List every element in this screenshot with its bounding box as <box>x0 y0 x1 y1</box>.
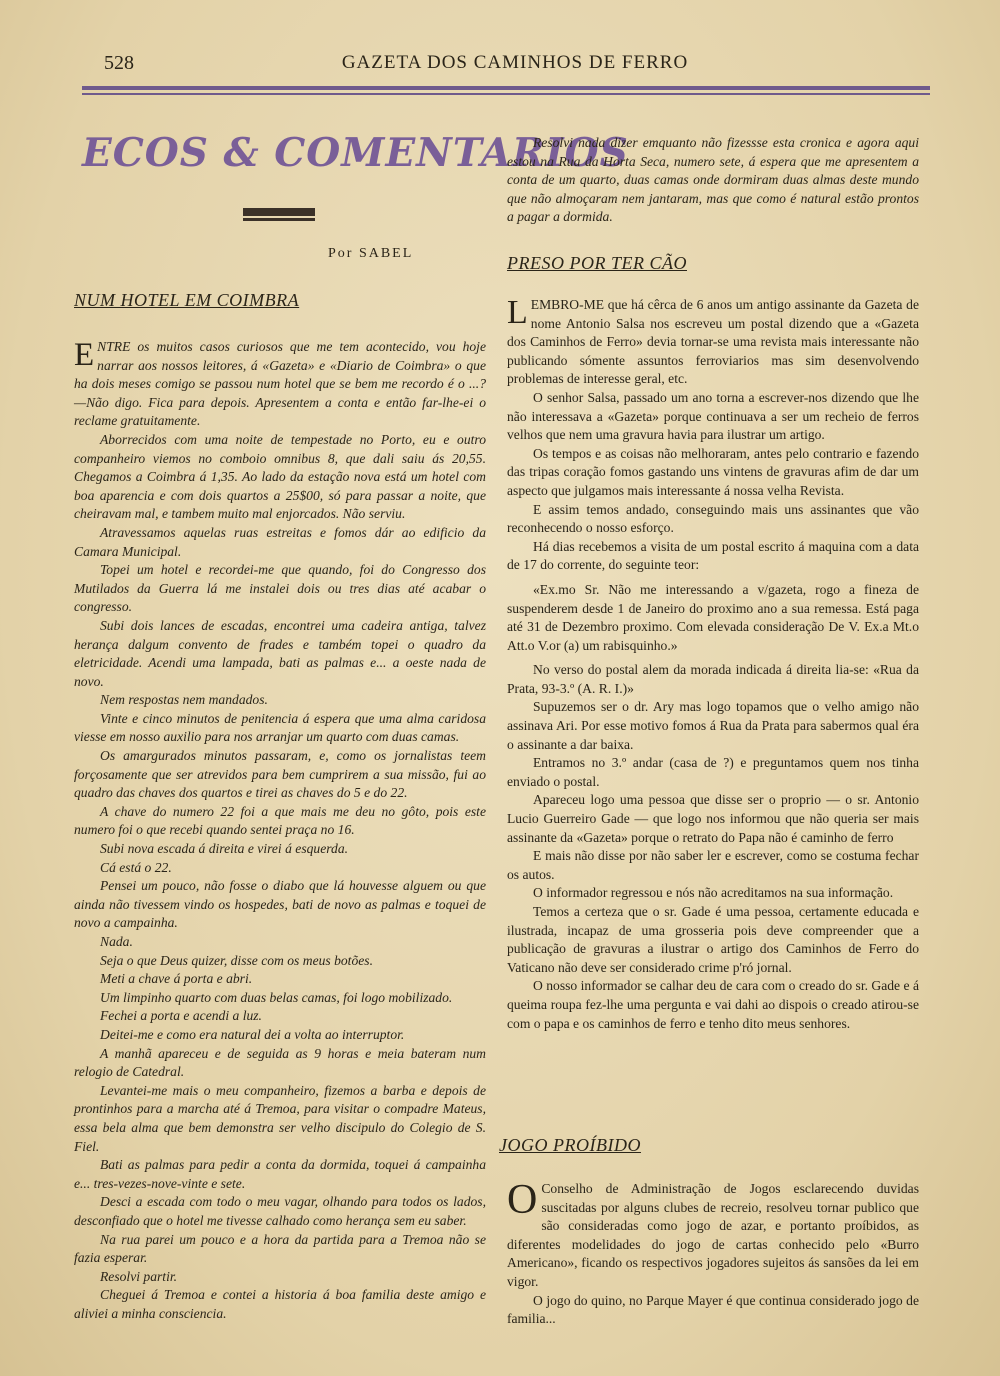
article-paragraph: Desci a escada com todo o meu vagar, olhando para todos os lados, desconfiado que o hotel me tivesse calhado como herança sem eu saber. <box>74 1194 486 1228</box>
article-paragraph: Nem respostas nem mandados. <box>100 692 268 708</box>
article-paragraph: Aborrecidos com uma noite de tempestade no Porto, eu e outro companheiro viemos no comboio omnibus 8, que dali saiu ás 20,55. Chegamos a Coimbra á 1,35. Ao lado da estação nova está um hotel com boa aparencia e com dois quartos a 25$00, só para passar a noite, que cheiravam mal, e tambem muito mal enjorcados. Não serviu. <box>74 431 486 522</box>
article-title-jogo: JOGO PROÍBIDO <box>499 1135 641 1155</box>
article-paragraph: Deitei-me e como era natural dei a volta ao interruptor. <box>100 1026 405 1042</box>
article-paragraph: E assim temos andado, conseguindo mais uns assinantes que vão reconhecendo o nosso esforço. <box>507 501 919 536</box>
article-paragraph: Subi nova escada á direita e virei á esquerda. <box>100 841 349 857</box>
decorative-bar <box>243 208 315 216</box>
article-paragraph: Vinte e cinco minutos de penitencia á espera que uma alma caridosa viesse em nosso auxilio para nos arranjar um quarto com duas camas. <box>74 710 486 745</box>
article-body-hotel <box>74 338 486 1323</box>
intro-paragraph <box>507 134 919 227</box>
drop-cap: E <box>74 337 95 373</box>
quoted-postcard: «Ex.mo Sr. Não me interessando a v/gazeta, rogo a fineza de suspenderem desde 1 de Janeiro do proximo ano a sua remessa. Está paga até 31 de Dezembro proximo. Com elevada consideração De V. Ex.a Mt.o Att.o V.or (a) um rabisquinho.» <box>507 581 919 653</box>
article-paragraph: No verso do postal alem da morada indicada á direita lia-se: «Rua da Prata, 93-3.º (A. R. I.)» <box>507 662 919 696</box>
article-paragraph: Cheguei á Tremoa e contei a historia á boa familia deste amigo e aliviei a minha consciencia. <box>74 1287 486 1321</box>
article-paragraph: Apareceu logo uma pessoa que disse ser o proprio — o sr. Antonio Lucio Guerreiro Gade — que logo nos informou que não queria ser mais assinante da «Gazeta» porque o retrato do Papa não é caminho de ferro <box>507 792 919 845</box>
article-paragraph: Cá está o 22. <box>100 859 172 875</box>
article-paragraph: O jogo do quino, no Parque Mayer é que continua considerado jogo de familia... <box>507 1292 919 1327</box>
article-body-preso <box>507 296 919 1033</box>
article-paragraph: Topei um hotel e recordei-me que quando, foi do Congresso dos Mutilados da Guerra lá me instalei dois ou tres dias até acabar o congresso. <box>74 562 486 615</box>
article-paragraph: O senhor Salsa, passado um ano torna a escrever-nos dizendo que lhe não interessava a «Gazeta» porque continuava a ser um recheio de ferros velhos que nem uma gravura havia para ilustrar um artigo. <box>507 389 919 443</box>
article-paragraph: Na rua parei um pouco e a hora da partida para a Tremoa não se fazia esperar. <box>74 1231 486 1266</box>
article-paragraph: A manhã apareceu e de seguida as 9 horas e meia bateram num relogio de Catedral. <box>74 1045 486 1080</box>
article-paragraph: Um limpinho quarto com duas belas camas, foi logo mobilizado. <box>100 989 453 1005</box>
article-paragraph: Temos a certeza que o sr. Gade é uma pessoa, certamente educada e ilustrada, incapaz de uma grosseria pois deve compreender que a publicação de gravuras a ilustrar o artigo dos Caminhos de Ferro do Vaticano não deve ser considerado crime p'ró jornal. <box>507 904 919 975</box>
article-paragraph: Atravessamos aquelas ruas estreitas e fomos dár ao edificio da Camara Municipal. <box>74 524 486 559</box>
article-paragraph: Há dias recebemos a visita de um postal escrito á maquina com a data de 17 do corrente, do seguinte teor: <box>507 538 919 573</box>
article-paragraph: Os amargurados minutos passaram, e, como os jornalistas teem forçosamente que ser atrevidos para bem cumprirem a sua missão, fui ao quadro das chaves dos quartos e tirei as chaves do 5 e do 22. <box>74 748 486 801</box>
article-paragraph: Seja o que Deus quizer, disse com os meus botões. <box>100 952 373 968</box>
drop-cap: O <box>507 1177 538 1223</box>
intro-text: Resolvi nada dizer emquanto não fizessse esta cronica e agora aqui estou na Rua da Horta Seca, numero sete, á espera que me apresentem a conta de um quarto, duas camas onde dormiram duas almas deste mundo que não almoçaram nem jantaram, mas que como é natural estão prontos a pagar a dormida. <box>507 135 919 225</box>
decorative-bar-thin <box>243 218 315 221</box>
page-header <box>100 52 930 82</box>
publication-title: GAZETA DOS CAMINHOS DE FERRO <box>341 52 689 73</box>
drop-cap: L <box>507 294 528 331</box>
byline: Por SABEL <box>328 246 414 261</box>
article-title-preso: PRESO POR TER CÃO <box>507 253 687 273</box>
article-paragraph: Meti a chave á porta e abri. <box>100 971 253 987</box>
article-paragraph: Bati as palmas para pedir a conta da dormida, toquei á campainha e... tres-vezes-nove-vinte e sete. <box>74 1157 486 1191</box>
section-heading: ECOS & COMENTARIOS <box>82 130 629 176</box>
article-paragraph: O Conselho de Administração de Jogos esclarecendo duvidas suscitadas por alguns clubes de recreio, resolveu tornar publico que são consideradas como jogo de azar, e portanto proíbidos, as diferentes modelidades do jogo de cartas conhecido pelo «Burro Americano», ficando os respectivos jogadores sujeitos ás sansões da lei em vigor. <box>507 1177 919 1289</box>
article-paragraph: Resolvi partir. <box>100 1268 178 1284</box>
article-paragraph: Subi dois lances de escadas, encontrei uma cadeira antiga, talvez herança dalgum convento de frades e também topei o quadro da eletricidade. Acendi uma lampada, bati as palmas e... a oeste nada de novo. <box>74 617 486 689</box>
header-rule <box>82 86 930 90</box>
article-body-jogo <box>507 1177 919 1329</box>
article-paragraph: LEMBRO-ME que há cêrca de 6 anos um antigo assinante da Gazeta de nome Antonio Salsa nos escreveu um postal dizendo que a «Gazeta dos Caminhos de Ferro» devia tornar-se uma revista mais interessante não publicando sómente assuntos ferroviarios mas sim desenvolvendo problemas de interesse geral, etc. <box>507 294 919 387</box>
article-paragraph: ENTRE os muitos casos curiosos que me tem acontecido, vou hoje narrar aos nossos leitores, á «Gazeta» e «Diario de Coimbra» o que ha dois meses comigo se passou num hotel que se bem me recordo é o ...? —Não digo. Fica para depois. Apresentem a conta e então far-lhe-ei o reclame gratuitamente. <box>74 337 486 429</box>
article-paragraph: Nada. <box>100 934 133 949</box>
article-paragraph: Os tempos e as coisas não melhoraram, antes pelo contrario e fazendo das tripas coração fomos gastando uns vintens de gravuras afim de dar um aspecto que julgamos mais interessante á nossa velha Revista. <box>507 445 919 498</box>
article-paragraph: E mais não disse por não saber ler e escrever, como se costuma fechar os autos. <box>507 848 919 882</box>
article-paragraph: Fechei a porta e acendi a luz. <box>100 1008 262 1024</box>
article-paragraph: Levantei-me mais o meu companheiro, fizemos a barba e depois de prontinhos para a marcha até á Tremoa, para visitar o compadre Mateus, essa bela alma que bem demonstra ser velho discipulo do Colegio de S. Fiel. <box>74 1082 486 1154</box>
article-paragraph: Entramos no 3.º andar (casa de ?) e preguntamos quem nos tinha enviado o postal. <box>507 755 919 789</box>
header-rule-thin <box>82 93 930 95</box>
article-paragraph: Pensei um pouco, não fosse o diabo que lá houvesse alguem ou que ainda não tivessem vindo os hospedes, bati de novo as palmas e toquei de novo a campainha. <box>74 878 486 931</box>
article-paragraph: O informador regressou e nós não acreditamos na sua informação. <box>533 885 894 901</box>
article-paragraph: O nosso informador se calhar deu de cara com o creado do sr. Gade e á queima roupa fez-lhe uma pergunta e vai dahi ao dispois o creado atirou-se com o papa e os caminhos de ferro e tenho dito meus senhores. <box>507 978 919 1031</box>
article-title-hotel: NUM HOTEL EM COIMBRA <box>74 290 300 310</box>
page-number: 528 <box>104 52 134 74</box>
article-paragraph: A chave do numero 22 foi a que mais me deu no gôto, pois este numero foi o que recebi quando sentei praça no 16. <box>74 803 486 838</box>
article-paragraph: Supuzemos ser o dr. Ary mas logo topamos que o velho amigo não assinava Ari. Por esse motivo fomos á Rua da Prata para sabermos qual éra o assinante a dar baixa. <box>507 699 919 752</box>
